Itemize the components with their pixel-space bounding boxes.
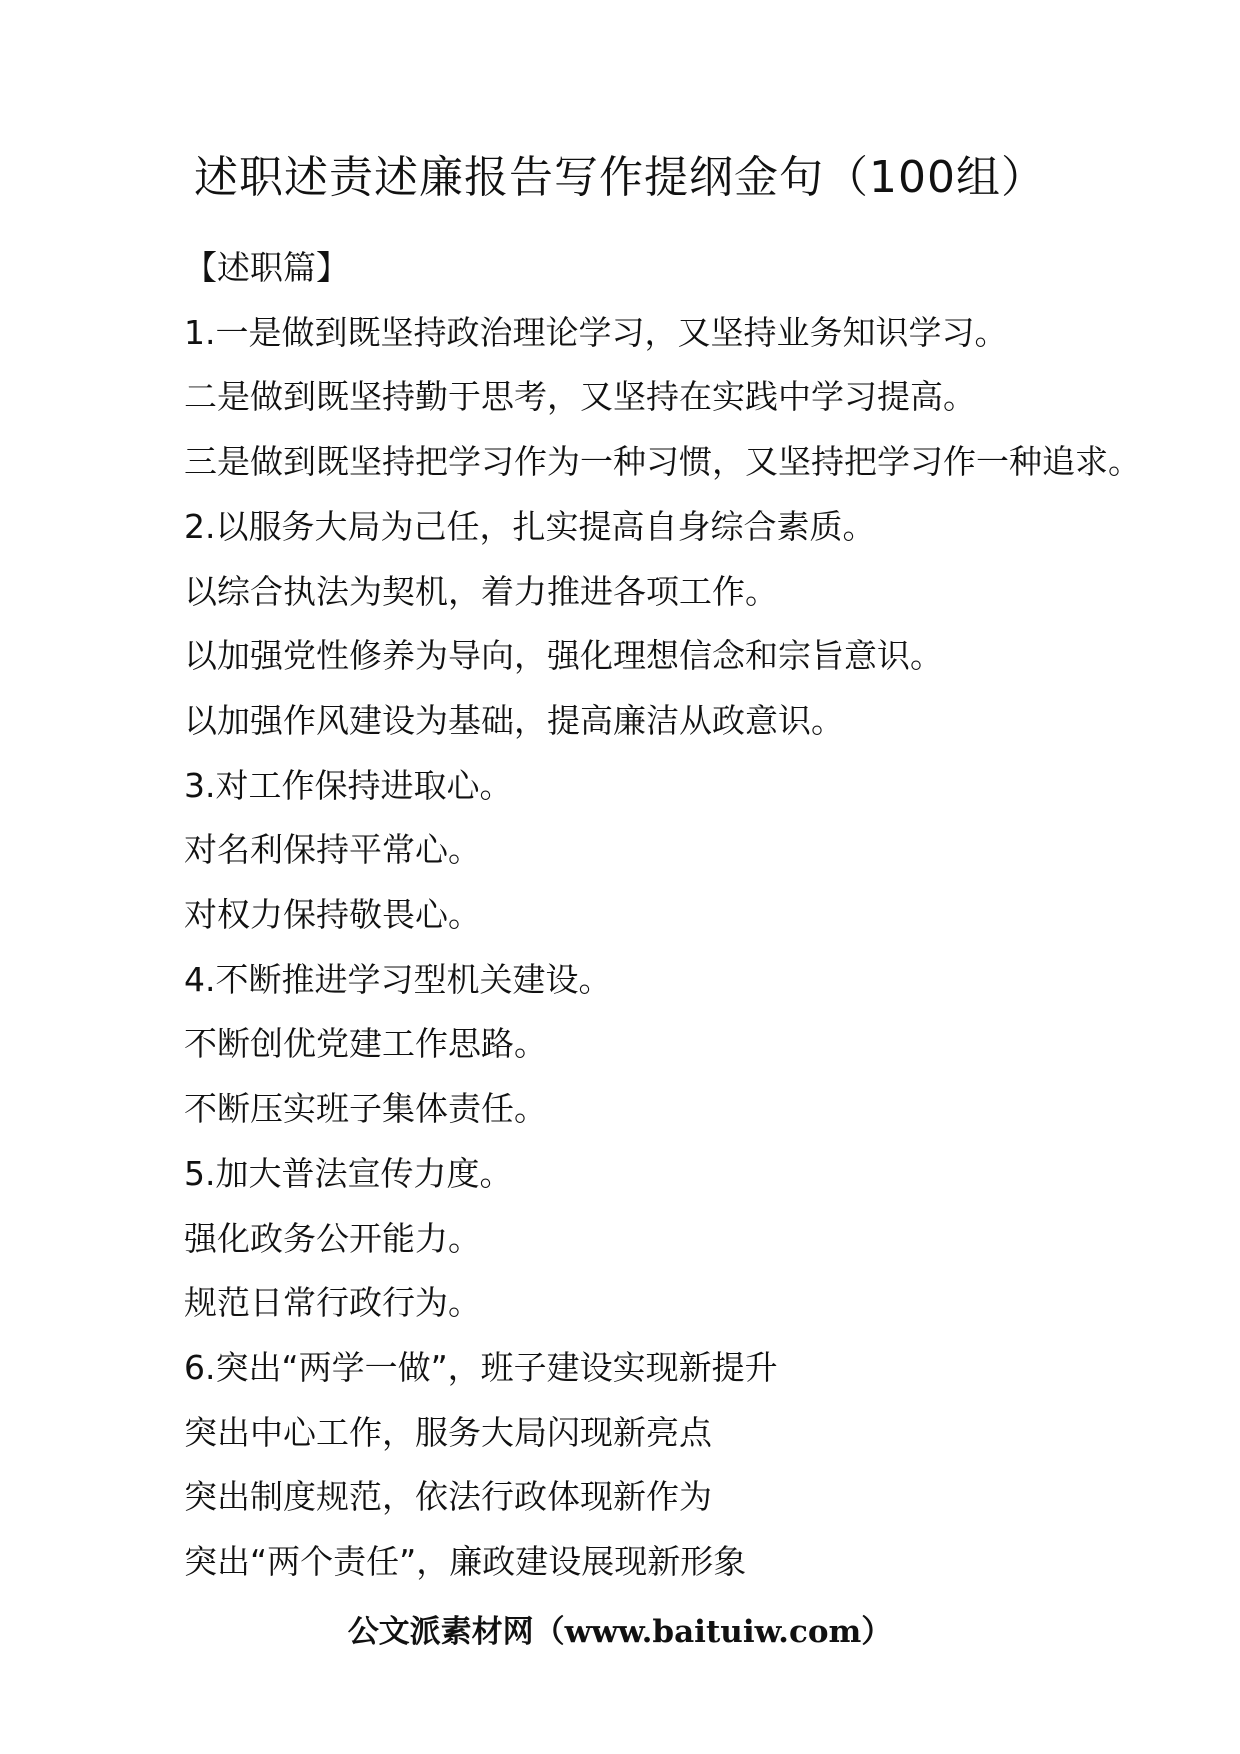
- body-line: 突出制度规范，依法行政体现新作为: [184, 1477, 712, 1517]
- body-line: 三是做到既坚持把学习作为一种习惯，又坚持把学习作一种追求。: [184, 442, 1141, 482]
- body-line: 4.不断推进学习型机关建设。: [184, 959, 612, 999]
- page-footer: 公文派素材网（www.baituiw.com）: [347, 1614, 893, 1650]
- body-line: 规范日常行政行为。: [184, 1283, 481, 1323]
- body-line: 不断创优党建工作思路。: [184, 1024, 547, 1064]
- document-body: [184, 236, 1224, 1595]
- body-line: 对名利保持平常心。: [184, 830, 481, 870]
- body-line: 1.一是做到既坚持政治理论学习，又坚持业务知识学习。: [184, 312, 1008, 352]
- body-line: 以加强作风建设为基础，提高廉洁从政意识。: [184, 700, 844, 740]
- document-title: 述职述责述廉报告写作提纲金句（100组）: [194, 152, 1046, 203]
- body-line: 3.对工作保持进取心。: [184, 765, 513, 805]
- body-line: 突出中心工作，服务大局闪现新亮点: [184, 1412, 712, 1452]
- body-line: 5.加大普法宣传力度。: [184, 1153, 513, 1193]
- section-heading: 【述职篇】: [184, 248, 349, 287]
- body-line: 以加强党性修养为导向，强化理想信念和宗旨意识。: [184, 636, 943, 676]
- body-line: 不断压实班子集体责任。: [184, 1089, 547, 1129]
- body-line: 强化政务公开能力。: [184, 1218, 481, 1258]
- body-line: 二是做到既坚持勤于思考，又坚持在实践中学习提高。: [184, 377, 976, 417]
- body-line: 对权力保持敬畏心。: [184, 895, 481, 935]
- body-line: 6.突出“两学一做”，班子建设实现新提升: [184, 1347, 778, 1387]
- body-line: 突出“两个责任”，廉政建设展现新形象: [184, 1542, 747, 1582]
- body-line: 以综合执法为契机，着力推进各项工作。: [184, 571, 778, 611]
- body-line: 2.以服务大局为己任，扎实提高自身综合素质。: [184, 506, 876, 546]
